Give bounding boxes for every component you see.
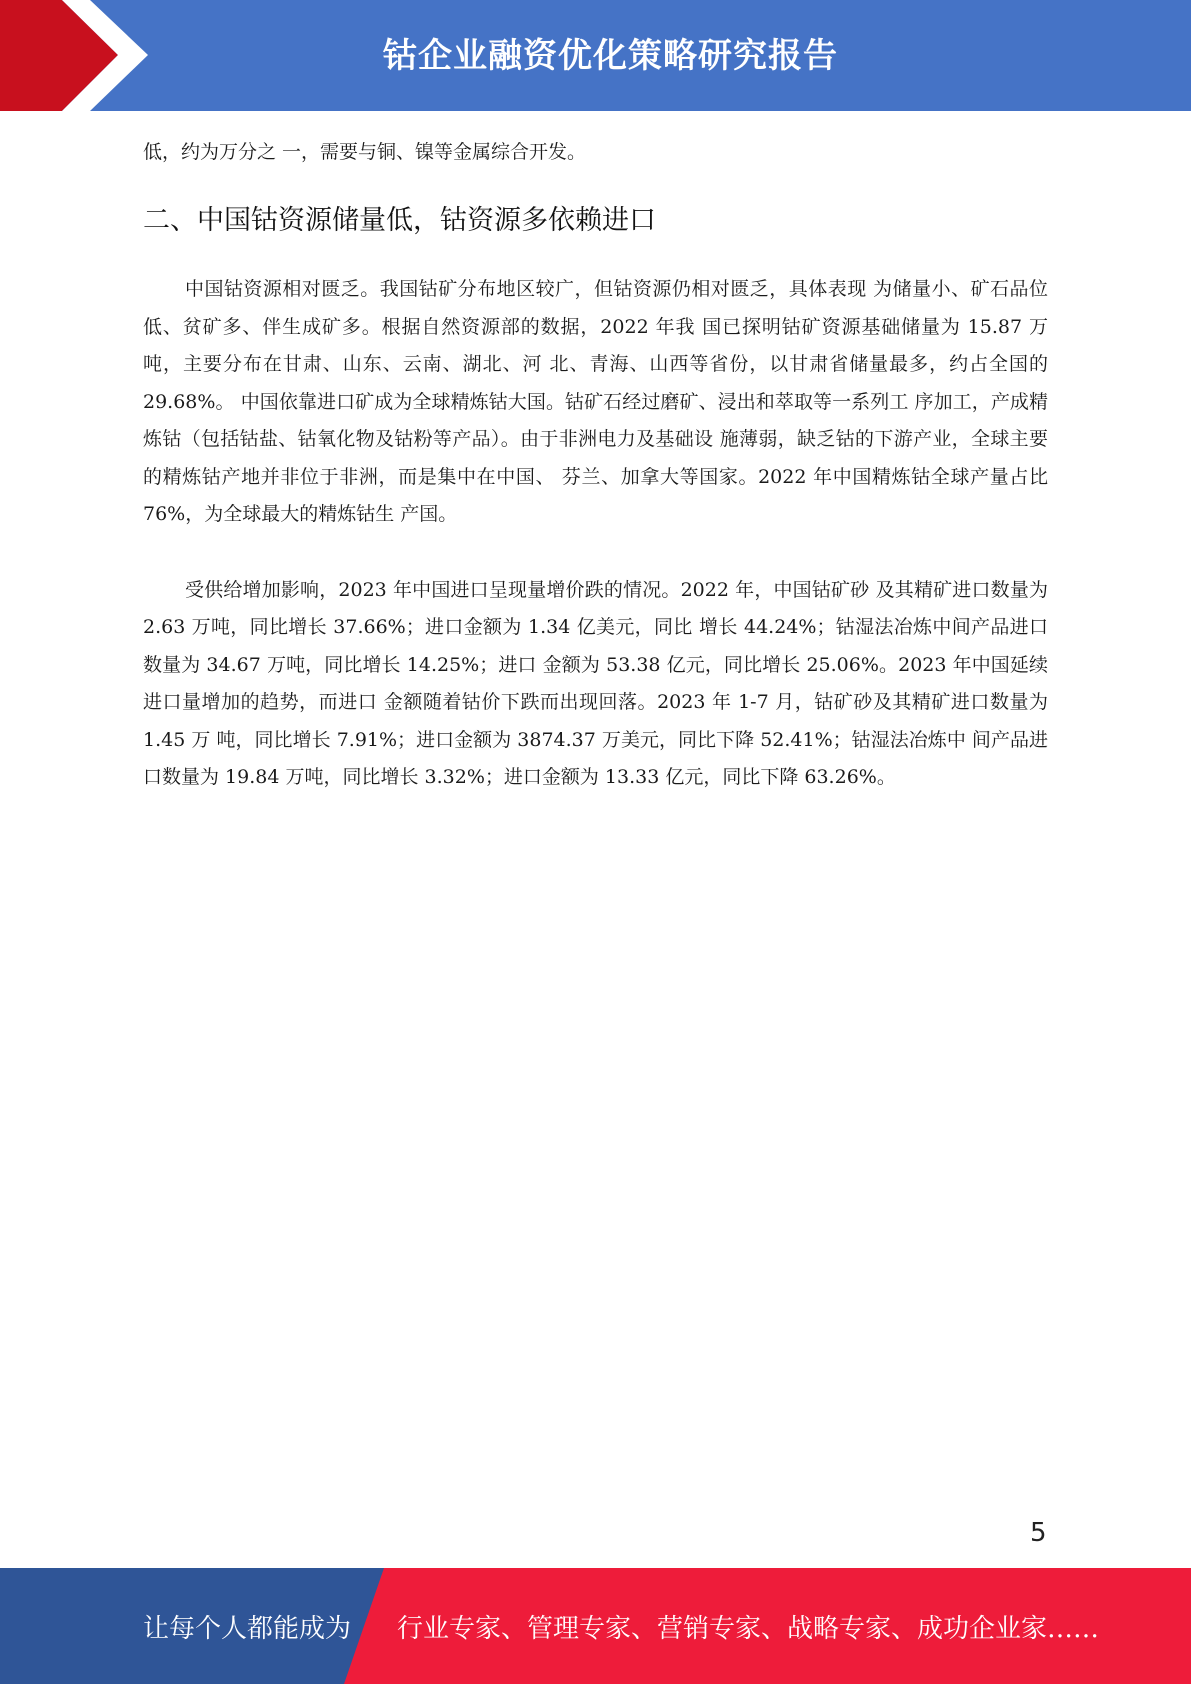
page-number: 5 bbox=[1030, 1518, 1047, 1548]
page-content bbox=[143, 133, 1048, 835]
page-footer bbox=[0, 1568, 1191, 1684]
body-paragraph-1: 中国钴资源相对匮乏。我国钴矿分布地区较广，但钴资源仍相对匮乏，具体表现 为储量小、矿石品位低、贫矿多、伴生成矿多。根据自然资源部的数据，2022 年我 国已探明钴矿资源基础储量为 15.87 万吨，主要分布在甘肃、山东、云南、湖北、河 北、青海、山西等省份，以甘肃省储量最多，约占全国的 29.68%。 中国依靠进口矿成为全球精炼钴大国。钴矿石经过磨矿、浸出和萃取等一系列工 序加工，产成精炼钴（包括钴盐、钴氧化物及钴粉等产品）。由于非洲电力及基础设 施薄弱，缺乏钴的下游产业，全球主要的精炼钴产地并非位于非洲，而是集中在中国、 芬兰、加拿大等国家。2022 年中国精炼钴全球产量占比 76%，为全球最大的精炼钴生 产国。 bbox=[143, 278, 1048, 525]
continued-paragraph-line: 低，约为万分之 一，需要与铜、镍等金属综合开发。 bbox=[143, 141, 587, 163]
body-paragraph-2: 受供给增加影响，2023 年中国进口呈现量增价跌的情况。2022 年，中国钴矿砂 及其精矿进口数量为 2.63 万吨，同比增长 37.66%；进口金额为 1.34 亿美元，同比 增长 44.24%；钴湿法冶炼中间产品进口数量为 34.67 万吨，同比增长 14.25%；进口 金额为 53.38 亿元，同比增长 25.06%。2023 年中国延续进口量增加的趋势，而进口 金额随着钴价下跌而出现回落。2023 年 1-7 月，钴矿砂及其精矿进口数量为 1.45 万 吨，同比增长 7.91%；进口金额为 3874.37 万美元，同比下降 52.41%；钴湿法冶炼中 间产品进口数量为 19.84 万吨，同比增长 3.32%；进口金额为 13.33 亿元，同比下降 63.26%。 bbox=[143, 578, 1048, 788]
report-title: 钴企业融资优化策略研究报告 bbox=[383, 36, 838, 76]
footer-slogan-right: 行业专家、管理专家、营销专家、战略专家、成功企业家…… bbox=[397, 1614, 1100, 1644]
footer-slogan-left: 让每个人都能成为 bbox=[143, 1614, 352, 1644]
section-heading: 二、中国钴资源储量低，钴资源多依赖进口 bbox=[143, 205, 656, 236]
page-header bbox=[0, 0, 1191, 111]
